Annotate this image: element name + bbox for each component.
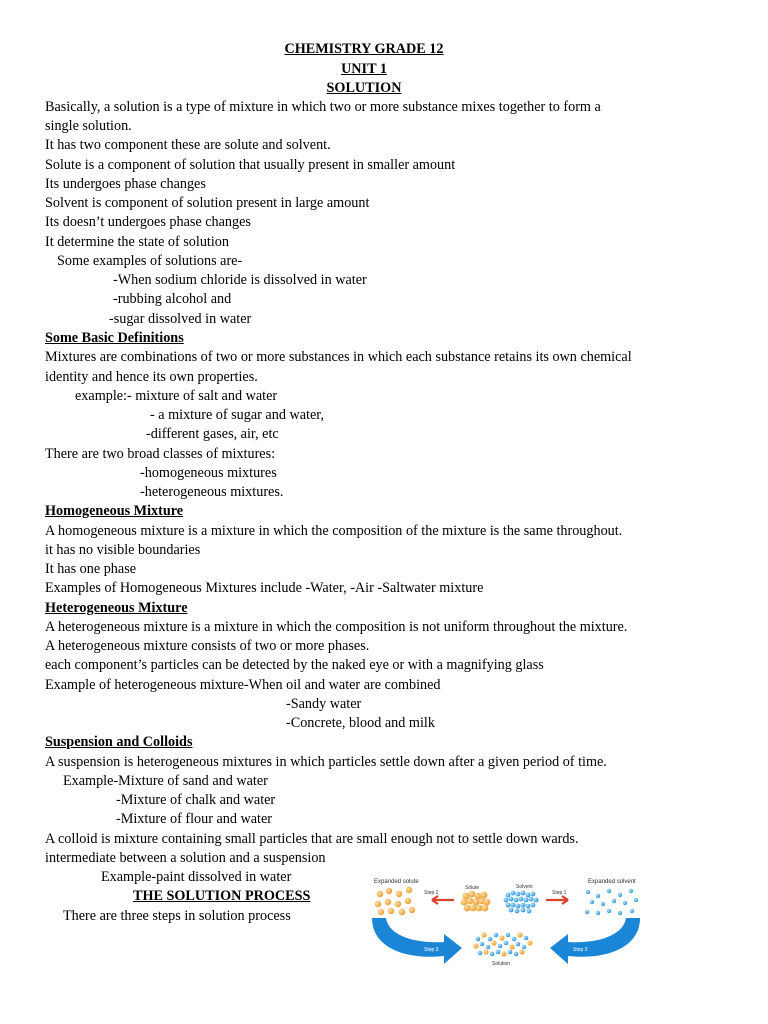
example-line: -Mixture of flour and water <box>116 811 273 827</box>
text-line: Some examples of solutions are- <box>57 253 243 269</box>
section-heading-heterogeneous: Heterogeneous Mixture <box>45 600 188 616</box>
bullet-line: Its doesn’t undergoes phase changes <box>45 214 251 230</box>
bullet-line: It has two component these are solute and solvent. <box>45 137 331 153</box>
section-heading-solution-process: THE SOLUTION PROCESS <box>133 888 311 904</box>
bullet-line: A heterogeneous mixture consists of two or more phases. <box>45 638 370 654</box>
bullet-line: A homogeneous mixture is a mixture in which the composition of the mixture is the same throughout. <box>45 523 623 539</box>
section-heading-suspension-colloids: Suspension and Colloids <box>45 734 193 750</box>
unit-title: UNIT 1 <box>341 61 387 77</box>
example-line: - a mixture of sugar and water, <box>150 407 324 423</box>
example-line: example:- mixture of salt and water <box>75 388 278 404</box>
label-expanded-solute: Expanded solute <box>374 879 419 885</box>
step1-arrow <box>546 896 568 904</box>
example-line: Example-paint dissolved in water <box>101 869 292 885</box>
bullet-line: Its undergoes phase changes <box>45 176 206 192</box>
example-line: -sugar dissolved in water <box>109 311 252 327</box>
bullet-line: It determine the state of solution <box>45 234 229 250</box>
text-line: There are two broad classes of mixtures: <box>45 446 276 462</box>
example-line: -homogeneous mixtures <box>140 465 277 481</box>
label-step3-right: Step 3 <box>573 947 588 953</box>
solute-cluster <box>461 891 491 912</box>
section-title-solution: SOLUTION <box>326 80 402 96</box>
bullet-line: each component’s particles can be detected by the naked eye or with a magnifying glass <box>45 657 544 673</box>
section-heading-basic-definitions: Some Basic Definitions <box>45 330 184 346</box>
example-line: -different gases, air, etc <box>146 426 279 442</box>
solvent-cluster <box>504 891 539 914</box>
label-solvent: Solvent <box>516 884 533 890</box>
bullet-line: Examples of Homogeneous Mixtures include -Water, -Air -Saltwater mixture <box>45 580 484 596</box>
bullet-line: A suspension is heterogeneous mixtures in which particles settle down after a given period of time. <box>45 754 607 770</box>
example-line: -Sandy water <box>286 696 362 712</box>
step3-left-arrow <box>372 918 462 964</box>
text-line: identity and hence its own properties. <box>45 369 258 385</box>
step3-right-arrow <box>550 918 640 964</box>
bullet-line: It has one phase <box>45 561 137 577</box>
example-line: -Mixture of chalk and water <box>116 792 276 808</box>
example-line: -rubbing alcohol and <box>113 291 232 307</box>
section-heading-homogeneous: Homogeneous Mixture <box>45 503 184 519</box>
step2-arrow <box>432 896 454 904</box>
document-title: CHEMISTRY GRADE 12 <box>284 41 444 57</box>
expanded-solvent-particles <box>585 889 638 915</box>
bullet-line: Basically, a solution is a type of mixture in which two or more substance mixes together to form a <box>45 99 601 115</box>
solution-mixture <box>473 932 532 956</box>
bullet-line: intermediate between a solution and a suspension <box>45 850 326 866</box>
label-step2: Step 2 <box>424 890 439 896</box>
text-line: single solution. <box>45 118 132 134</box>
example-line: -Concrete, blood and milk <box>286 715 435 731</box>
label-expanded-solvent: Expanded solvent <box>588 879 636 885</box>
expanded-solute-particles <box>375 887 415 915</box>
label-solute: Solute <box>465 885 480 891</box>
label-step1: Step 1 <box>552 890 567 896</box>
solution-process-diagram <box>366 872 646 972</box>
bullet-line: it has no visible boundaries <box>45 542 201 558</box>
example-line: -When sodium chloride is dissolved in water <box>113 272 367 288</box>
example-line: -heterogeneous mixtures. <box>140 484 284 500</box>
example-line: Example-Mixture of sand and water <box>63 773 268 789</box>
label-step3-left: Step 3 <box>424 947 439 953</box>
bullet-line: Example of heterogeneous mixture-When oil and water are combined <box>45 677 441 693</box>
bullet-line: There are three steps in solution process <box>63 908 291 924</box>
bullet-line: Solute is a component of solution that usually present in smaller amount <box>45 157 456 173</box>
bullet-line: Mixtures are combinations of two or more substances in which each substance retains its own chemical <box>45 349 632 365</box>
bullet-line: A colloid is mixture containing small particles that are small enough not to settle down wards. <box>45 831 579 847</box>
bullet-line: A heterogeneous mixture is a mixture in which the composition is not uniform throughout the mixture. <box>45 619 628 635</box>
bullet-line: Solvent is component of solution present in large amount <box>45 195 370 211</box>
label-solution: Solution <box>492 961 511 967</box>
